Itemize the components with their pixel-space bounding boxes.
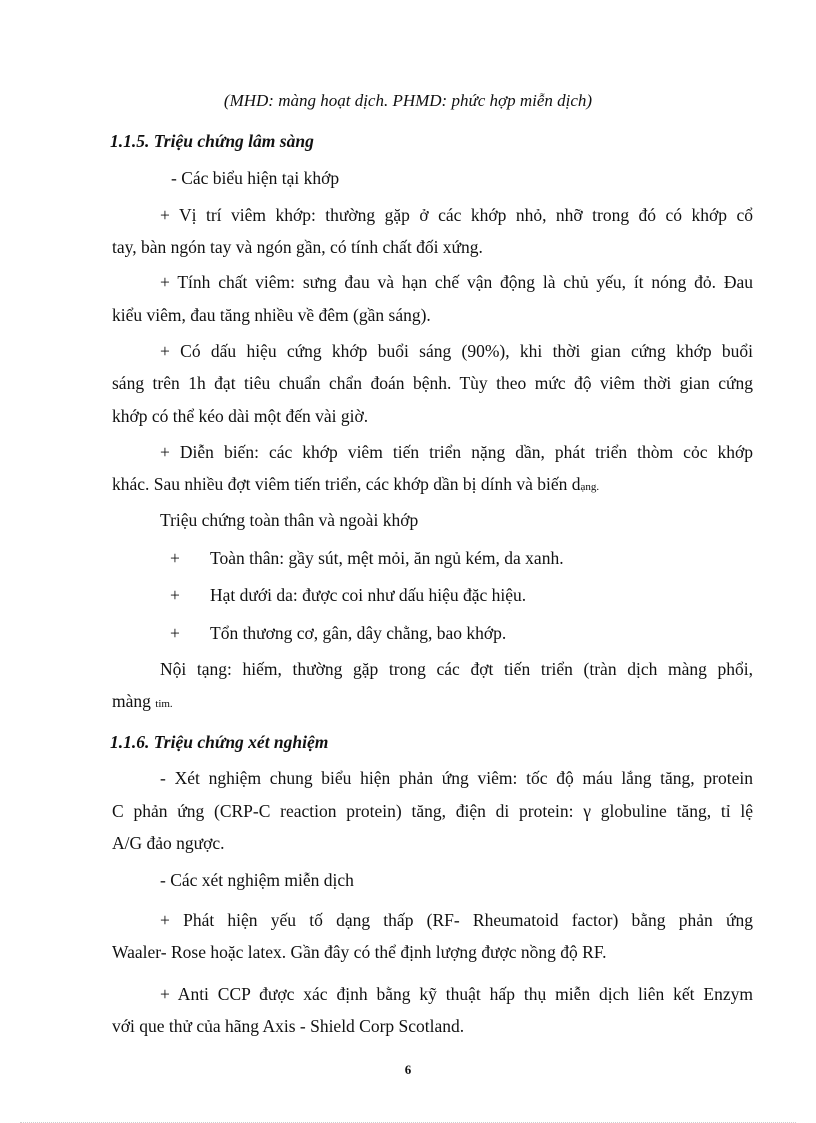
paragraph-line: - Xét nghiệm chung biểu hiện phản ứng viêm: tốc độ máu lắng tăng, protein xyxy=(160,768,753,788)
paragraph-line: + Diễn biến: các khớp viêm tiến triển nặng dần, phát triển thòm cỏc khớp xyxy=(160,442,753,462)
bullet-text: Tổn thương cơ, gân, dây chằng, bao khớp. xyxy=(210,623,507,643)
paragraph-line: + Phát hiện yếu tố dạng thấp (RF- Rheumatoid factor) bằng phản ứng xyxy=(160,910,753,930)
paragraph-line: + Vị trí viêm khớp: thường gặp ở các khớp nhỏ, nhỡ trong đó có khớp cổ xyxy=(160,205,753,225)
paragraph-text: màng xyxy=(112,691,156,711)
paragraph-text-small: tim. xyxy=(155,698,173,710)
paragraph-line: + Có dấu hiệu cứng khớp buổi sáng (90%), khi thời gian cứng khớp buổi xyxy=(160,341,753,361)
paragraph-text-small: ạng. xyxy=(580,481,600,493)
subheading-joint-signs: - Các biểu hiện tại khớp xyxy=(171,168,340,188)
paragraph-line: kiểu viêm, đau tăng nhiều về đêm (gần sáng). xyxy=(112,305,431,325)
paragraph-text: khác. Sau nhiều đợt viêm tiến triển, các khớp dần bị dính và biến d xyxy=(112,474,581,494)
bullet-mark: + xyxy=(170,548,180,568)
bullet-text: Toàn thân: gầy sút, mệt mỏi, ăn ngủ kém, da xanh. xyxy=(210,548,564,568)
page-number: 6 xyxy=(404,1062,412,1077)
section-heading-1-1-5: 1.1.5. Triệu chứng lâm sàng xyxy=(110,131,314,151)
paragraph-line: A/G đảo ngược. xyxy=(112,833,225,853)
subheading-immune-tests: - Các xét nghiệm miễn dịch xyxy=(160,870,354,890)
subheading-systemic-signs: Triệu chứng toàn thân và ngoài khớp xyxy=(160,510,419,530)
paragraph-line: khớp có thể kéo dài một đến vài giờ. xyxy=(112,406,369,426)
section-heading-1-1-6: 1.1.6. Triệu chứng xét nghiệm xyxy=(110,732,329,752)
bullet-text: Hạt dưới da: được coi như dấu hiệu đặc hiệu. xyxy=(210,585,527,605)
paragraph-line: với que thử của hãng Axis - Shield Corp Scotland. xyxy=(112,1016,465,1036)
bullet-mark: + xyxy=(170,623,180,643)
paragraph-line: tay, bàn ngón tay và ngón gần, có tính chất đối xứng. xyxy=(112,237,483,257)
paragraph-line: Nội tạng: hiếm, thường gặp trong các đợt tiến triển (tràn dịch màng phổi, xyxy=(160,659,753,679)
paragraph-line: C phản ứng (CRP-C reaction protein) tăng, điện di protein: γ globuline tăng, tỉ lệ xyxy=(112,801,753,821)
figure-caption: (MHD: màng hoạt dịch. PHMD: phức hợp miễn dịch) xyxy=(223,91,593,110)
paragraph-line: + Anti CCP được xác định bằng kỹ thuật hấp thụ miễn dịch liên kết Enzym xyxy=(160,984,753,1004)
bullet-mark: + xyxy=(170,585,180,605)
paragraph-line: Waaler- Rose hoặc latex. Gần đây có thể định lượng được nồng độ RF. xyxy=(112,942,607,962)
paragraph-line xyxy=(112,690,816,715)
paragraph-line: + Tính chất viêm: sưng đau và hạn chế vận động là chủ yếu, ít nóng đỏ. Đau xyxy=(160,272,753,292)
paragraph-line xyxy=(112,473,816,498)
paragraph-line: sáng trên 1h đạt tiêu chuẩn chẩn đoán bệnh. Tùy theo mức độ viêm thời gian cứng xyxy=(112,373,753,393)
